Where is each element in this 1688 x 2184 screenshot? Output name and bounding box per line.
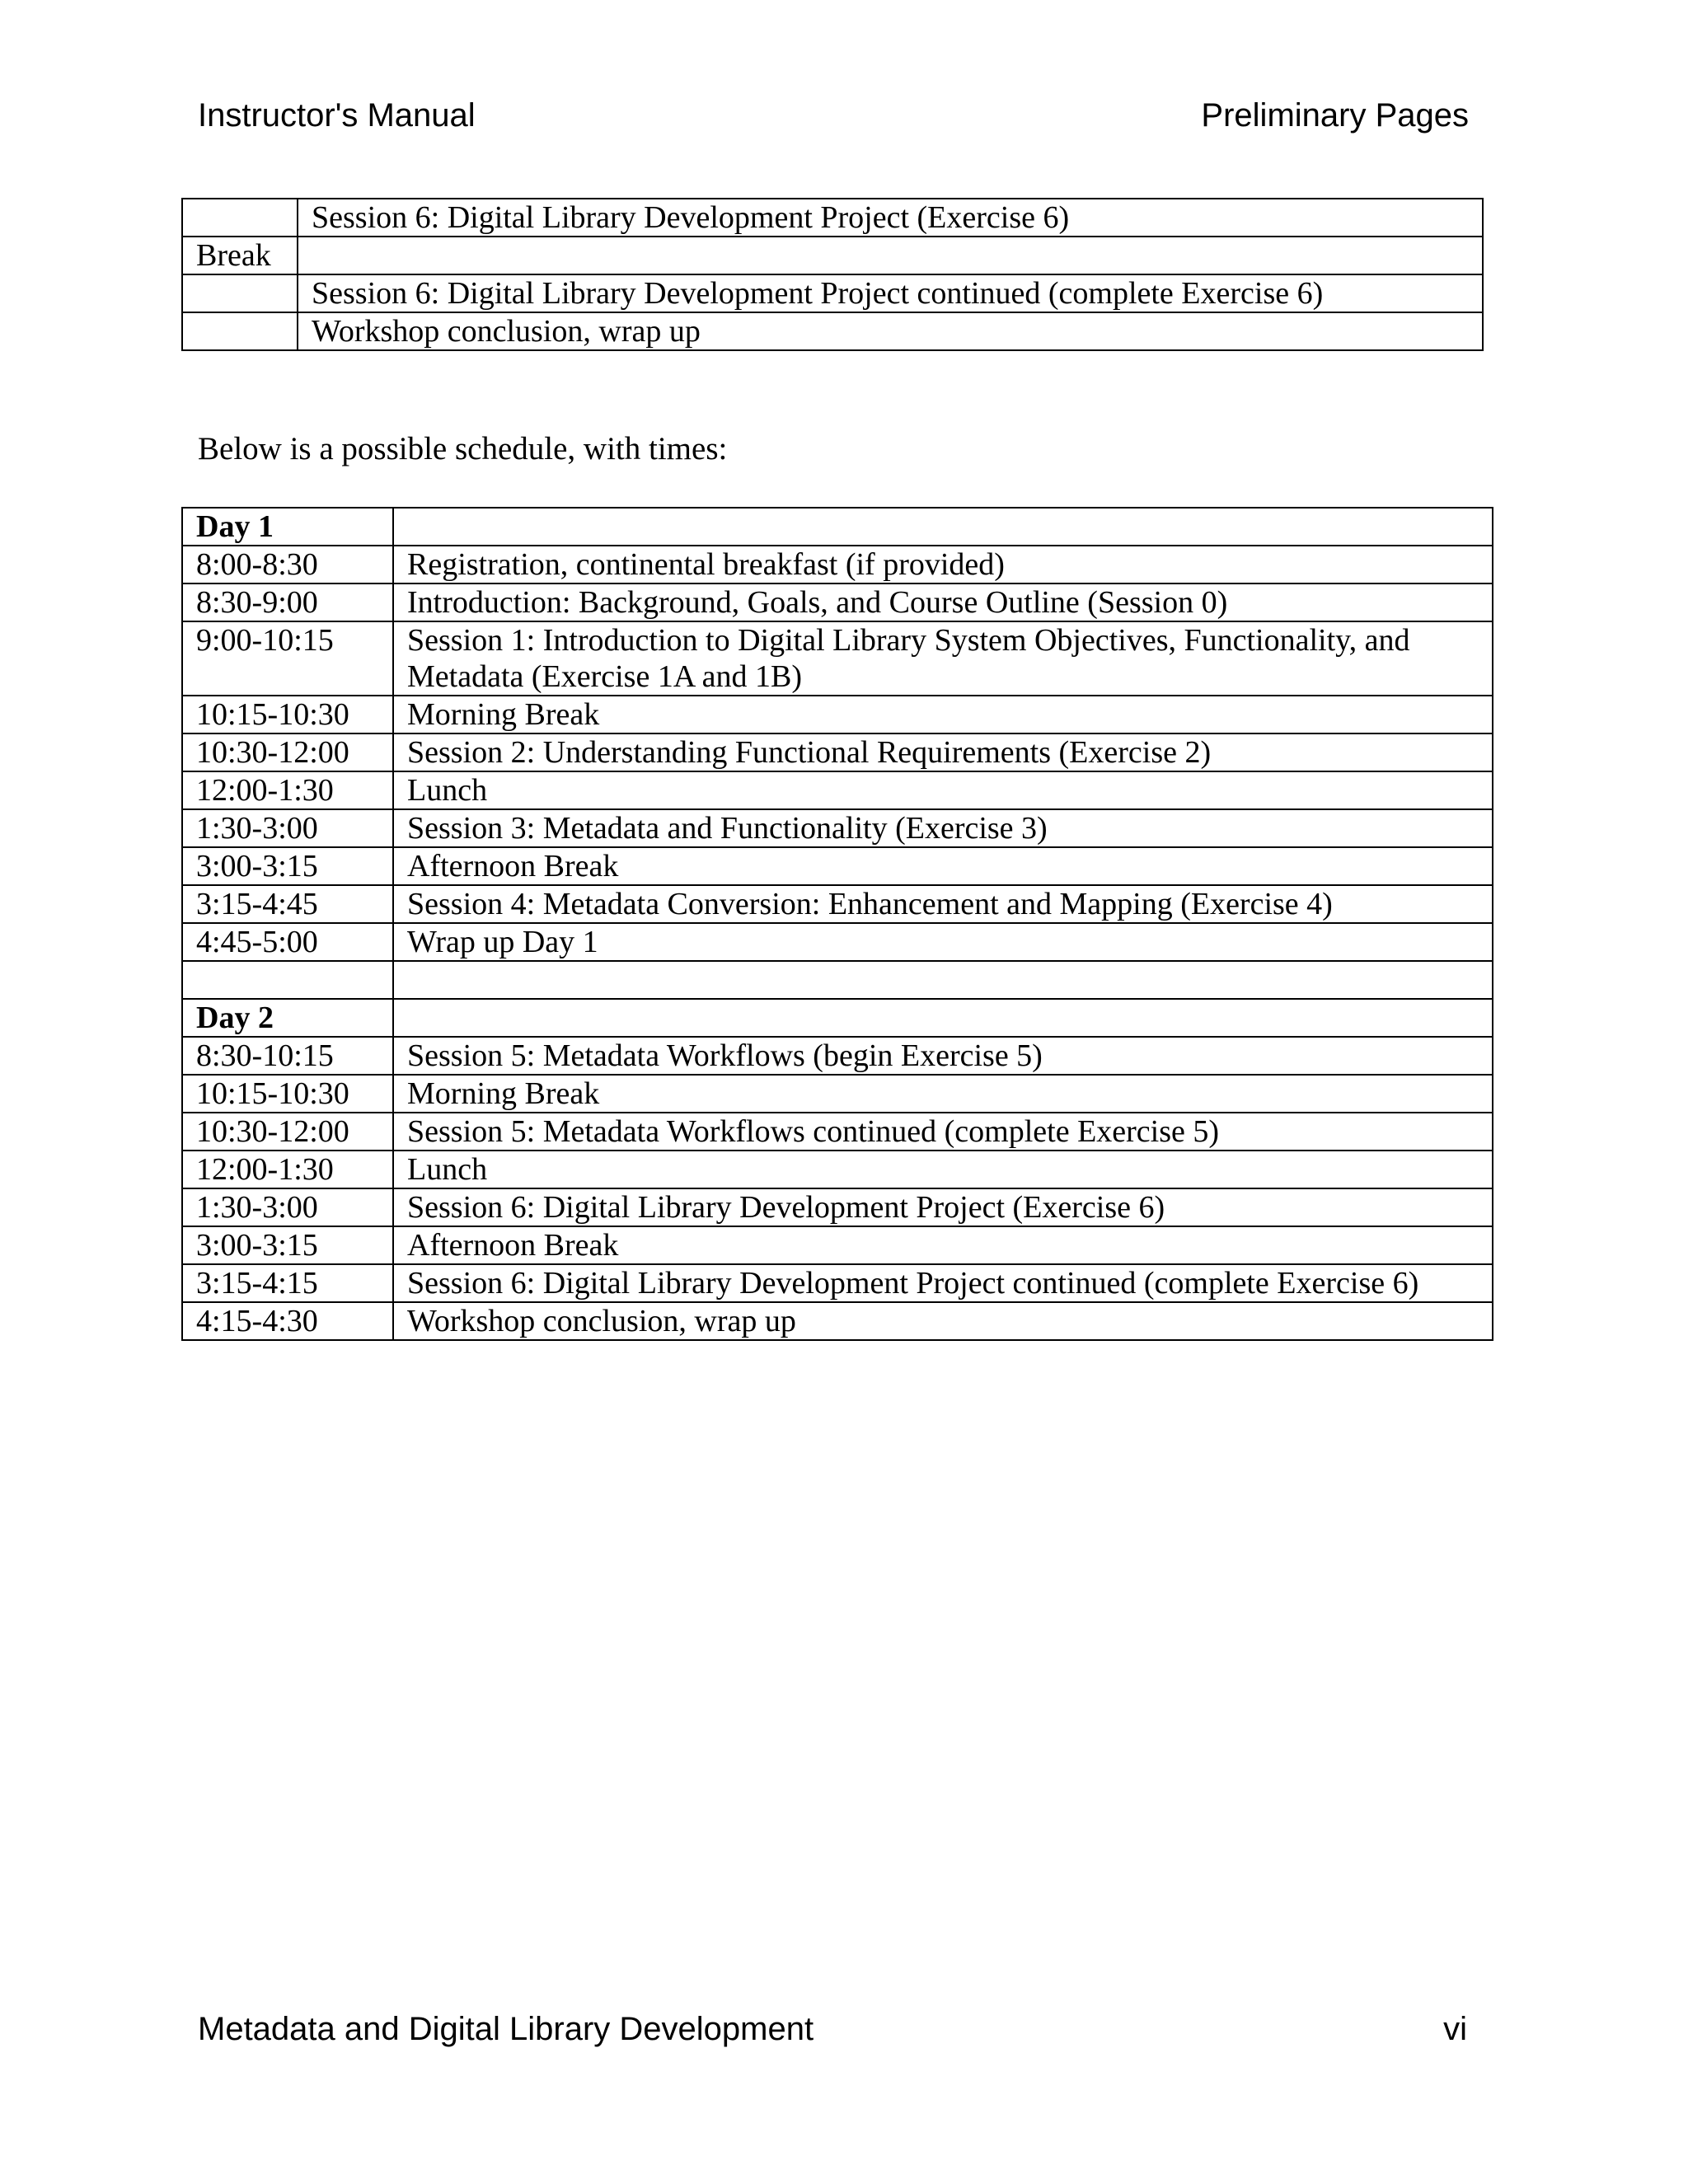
activity-cell: Lunch xyxy=(393,771,1493,809)
activity-cell: Session 5: Metadata Workflows continued (complete Exercise 5) xyxy=(393,1113,1493,1151)
table-row xyxy=(182,1037,1493,1075)
activity-cell: Afternoon Break xyxy=(393,847,1493,885)
activity-cell: Registration, continental breakfast (if provided) xyxy=(393,546,1493,583)
table-row xyxy=(182,847,1493,885)
table-row xyxy=(182,1113,1493,1151)
activity-cell: Session 6: Digital Library Development Project continued (complete Exercise 6) xyxy=(298,274,1483,312)
table-row xyxy=(182,274,1483,312)
time-cell: 3:15-4:15 xyxy=(182,1264,393,1302)
table-row xyxy=(182,771,1493,809)
activity-cell: Morning Break xyxy=(393,1075,1493,1113)
table-row xyxy=(182,583,1493,621)
activity-cell: Session 3: Metadata and Functionality (Exercise 3) xyxy=(393,809,1493,847)
time-cell: 10:30-12:00 xyxy=(182,733,393,771)
table-row xyxy=(182,1151,1493,1188)
table-row xyxy=(182,1226,1493,1264)
activity-cell xyxy=(393,961,1493,999)
time-cell xyxy=(182,199,298,237)
time-cell: 3:00-3:15 xyxy=(182,1226,393,1264)
activity-cell: Introduction: Background, Goals, and Course Outline (Session 0) xyxy=(393,583,1493,621)
activity-cell xyxy=(393,999,1493,1037)
time-cell: 3:15-4:45 xyxy=(182,885,393,923)
schedule-table-continued xyxy=(181,198,1484,351)
time-cell: 1:30-3:00 xyxy=(182,1188,393,1226)
schedule-table xyxy=(181,507,1493,1341)
header-section: Preliminary Pages xyxy=(1201,97,1469,134)
activity-cell: Session 5: Metadata Workflows (begin Exercise 5) xyxy=(393,1037,1493,1075)
time-cell xyxy=(182,274,298,312)
page-number: vi xyxy=(1443,2011,1467,2047)
time-cell: 8:30-10:15 xyxy=(182,1037,393,1075)
activity-cell: Workshop conclusion, wrap up xyxy=(298,312,1483,350)
footer-title: Metadata and Digital Library Development xyxy=(198,2011,814,2047)
table-row xyxy=(182,1302,1493,1340)
activity-cell: Session 6: Digital Library Development Project continued (complete Exercise 6) xyxy=(393,1264,1493,1302)
activity-cell: Workshop conclusion, wrap up xyxy=(393,1302,1493,1340)
table-row xyxy=(182,923,1493,961)
time-cell: 10:30-12:00 xyxy=(182,1113,393,1151)
time-cell: 12:00-1:30 xyxy=(182,771,393,809)
table-row xyxy=(182,885,1493,923)
table-row xyxy=(182,237,1483,274)
time-cell: 10:15-10:30 xyxy=(182,1075,393,1113)
intro-paragraph: Below is a possible schedule, with times: xyxy=(198,431,728,466)
table-row xyxy=(182,733,1493,771)
time-cell: Break xyxy=(182,237,298,274)
activity-cell xyxy=(393,508,1493,546)
table-row xyxy=(182,696,1493,733)
table-row xyxy=(182,546,1493,583)
time-cell: 9:00-10:15 xyxy=(182,621,393,696)
activity-cell: Afternoon Break xyxy=(393,1226,1493,1264)
table-row xyxy=(182,1075,1493,1113)
time-cell xyxy=(182,961,393,999)
time-cell: 8:00-8:30 xyxy=(182,546,393,583)
table-row xyxy=(182,312,1483,350)
time-cell xyxy=(182,312,298,350)
activity-cell: Session 6: Digital Library Development Project (Exercise 6) xyxy=(393,1188,1493,1226)
time-cell: 10:15-10:30 xyxy=(182,696,393,733)
activity-cell: Session 1: Introduction to Digital Library System Objectives, Functionality, and Metadata (Exercise 1A and 1B) xyxy=(393,621,1493,696)
activity-cell xyxy=(298,237,1483,274)
table-row xyxy=(182,199,1483,237)
time-cell: 3:00-3:15 xyxy=(182,847,393,885)
activity-cell: Wrap up Day 1 xyxy=(393,923,1493,961)
activity-cell: Morning Break xyxy=(393,696,1493,733)
activity-cell: Session 6: Digital Library Development Project (Exercise 6) xyxy=(298,199,1483,237)
table-row xyxy=(182,809,1493,847)
table-row xyxy=(182,1264,1493,1302)
activity-cell: Session 2: Understanding Functional Requirements (Exercise 2) xyxy=(393,733,1493,771)
time-cell: 8:30-9:00 xyxy=(182,583,393,621)
table-row xyxy=(182,621,1493,696)
time-cell: 4:45-5:00 xyxy=(182,923,393,961)
time-cell: 1:30-3:00 xyxy=(182,809,393,847)
header-title: Instructor's Manual xyxy=(198,97,476,134)
day-heading: Day 2 xyxy=(182,999,393,1037)
table-row xyxy=(182,961,1493,999)
table-row xyxy=(182,1188,1493,1226)
table-row xyxy=(182,999,1493,1037)
activity-cell: Lunch xyxy=(393,1151,1493,1188)
time-cell: 12:00-1:30 xyxy=(182,1151,393,1188)
activity-cell: Session 4: Metadata Conversion: Enhancement and Mapping (Exercise 4) xyxy=(393,885,1493,923)
time-cell: 4:15-4:30 xyxy=(182,1302,393,1340)
table-row xyxy=(182,508,1493,546)
day-heading: Day 1 xyxy=(182,508,393,546)
